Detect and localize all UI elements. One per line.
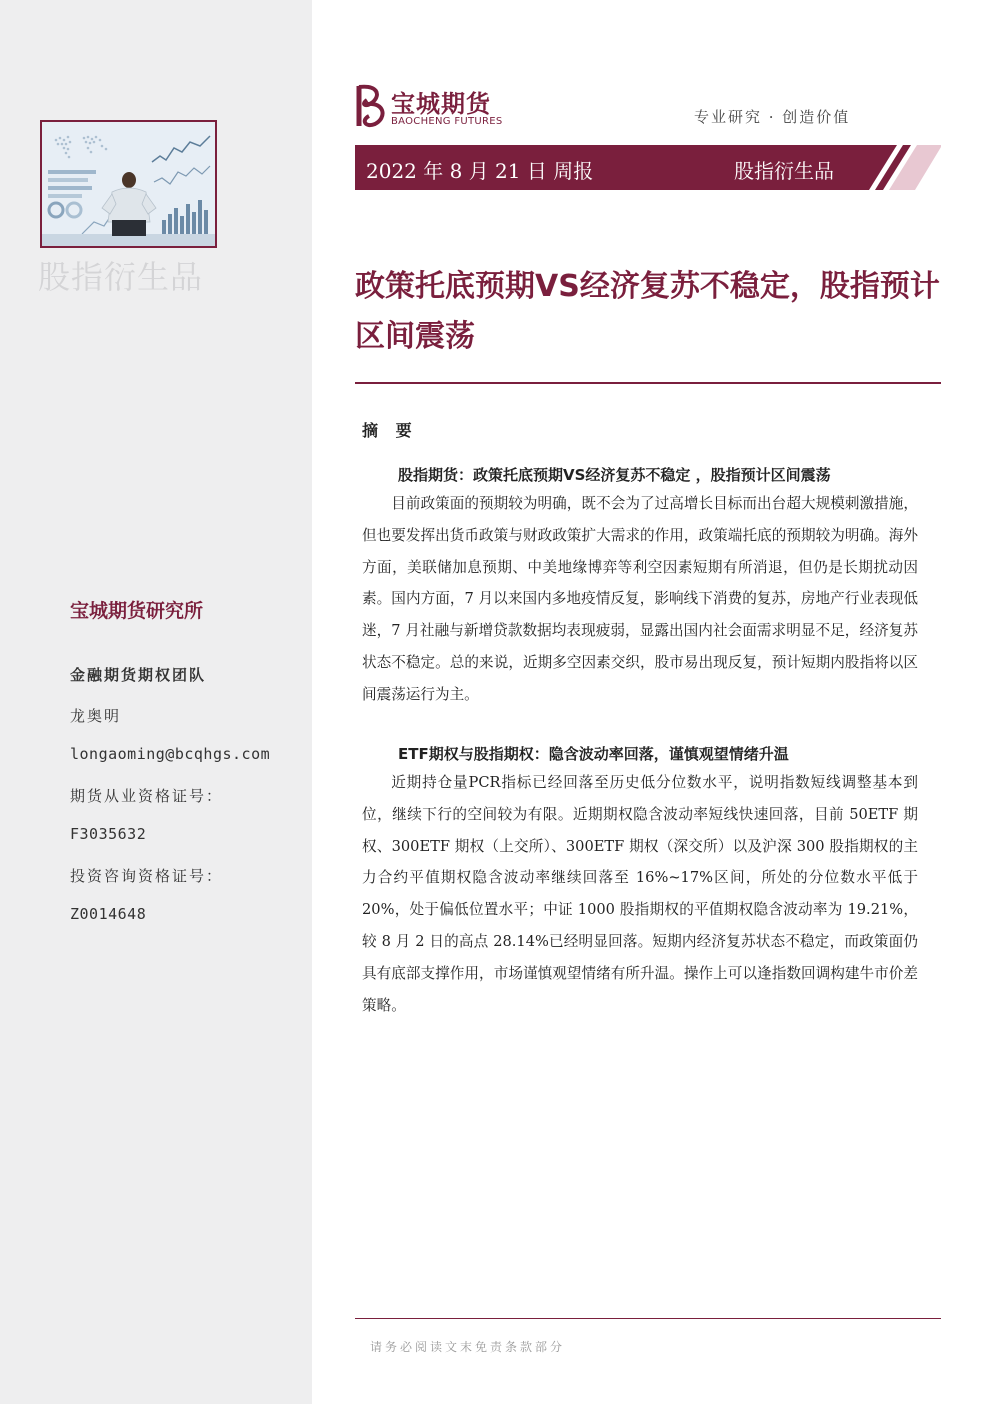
futures-cert-label: 期货从业资格证号：	[70, 787, 224, 805]
businessman-charts-illustration	[42, 122, 215, 246]
section-body-index-futures: 目前政策面的预期较为明确，既不会为了过高增长目标而出台超大规模刺激措施，但也要发挥出货币政策与财政政策扩大需求的作用，政策端托底的预期较为明确。海外方面，美联储加息预期、中美地缘博弈等利空因素短期有所消退，但仍是长期扰动因素。国内方面，7 月以来国内多地疫情反复，影响线下消费的复苏，房地产行业表现低迷，7 月社融与新增贷款数据均表现疲弱，显露出国内社会面需求明显不足，经济复苏状态不稳定。总的来说，近期多空因素交织，股市易出现反复，预计短期内股指将以区间震荡运行为主。	[362, 495, 918, 703]
consult-cert-label: 投资咨询资格证号：	[70, 867, 224, 885]
section-body-options: 近期持仓量PCR指标已经回落至历史低分位数水平，说明指数短线调整基本到位，继续下行的空间较为有限。近期期权隐含波动率短线快速回落，目前 50ETF 期权、300ETF 期权（上交所）、300ETF 期权（深交所）以及沪深 300 股指期权的主力合约平值期权隐含波动率继续回落至 16%~17%区间，所处的分位数水平低于 20%，处于偏低位置水平；中证 1000 股指期权的平值期权隐含波动率为 19.21%，较 8 月 2 日的高点 28.14%已经明显回落。短期内经济复苏状态不稳定，而政策面仍具有底部支撑作用，市场谨慎观望情绪有所升温。操作上可以逢指数回调构建牛市价差策略。	[362, 774, 918, 1014]
title-divider	[355, 382, 941, 384]
consult-cert-value: Z0014648	[70, 905, 147, 923]
footer-divider	[355, 1318, 941, 1319]
analyst-email[interactable]: longaoming@bcqhgs.com	[70, 745, 271, 763]
footer-disclaimer: 请务必阅读文末免责条款部分	[370, 1340, 566, 1354]
analyst-name: 龙奥明	[70, 707, 122, 725]
section-heading-options: ETF期权与股指期权：隐含波动率回落，谨慎观望情绪升温	[398, 745, 789, 763]
futures-cert-value: F3035632	[70, 825, 147, 843]
team-name: 金融期货期权团队	[70, 666, 207, 684]
sidebar-watermark: 股指衍生品	[38, 258, 204, 296]
logo-chinese-name: 宝城期货	[391, 90, 491, 118]
logo-english-name: BAOCHENG FUTURES	[391, 116, 503, 127]
abstract-label: 摘 要	[362, 421, 418, 440]
report-date-type: 2022 年 8 月 21 日 周报	[366, 159, 594, 183]
report-category: 股指衍生品	[734, 159, 834, 183]
slogan: 专业研究 · 创造价值	[694, 108, 851, 126]
institute-name: 宝城期货研究所	[70, 600, 204, 622]
logo-b-mark-icon	[355, 84, 387, 128]
sidebar	[0, 0, 312, 1404]
report-title: 政策托底预期VS经济复苏不稳定，股指预计区间震荡	[355, 269, 940, 354]
section-heading-index-futures: 股指期货：政策托底预期VS经济复苏不稳定 ，股指预计区间震荡	[398, 466, 831, 484]
cover-image	[40, 120, 217, 248]
